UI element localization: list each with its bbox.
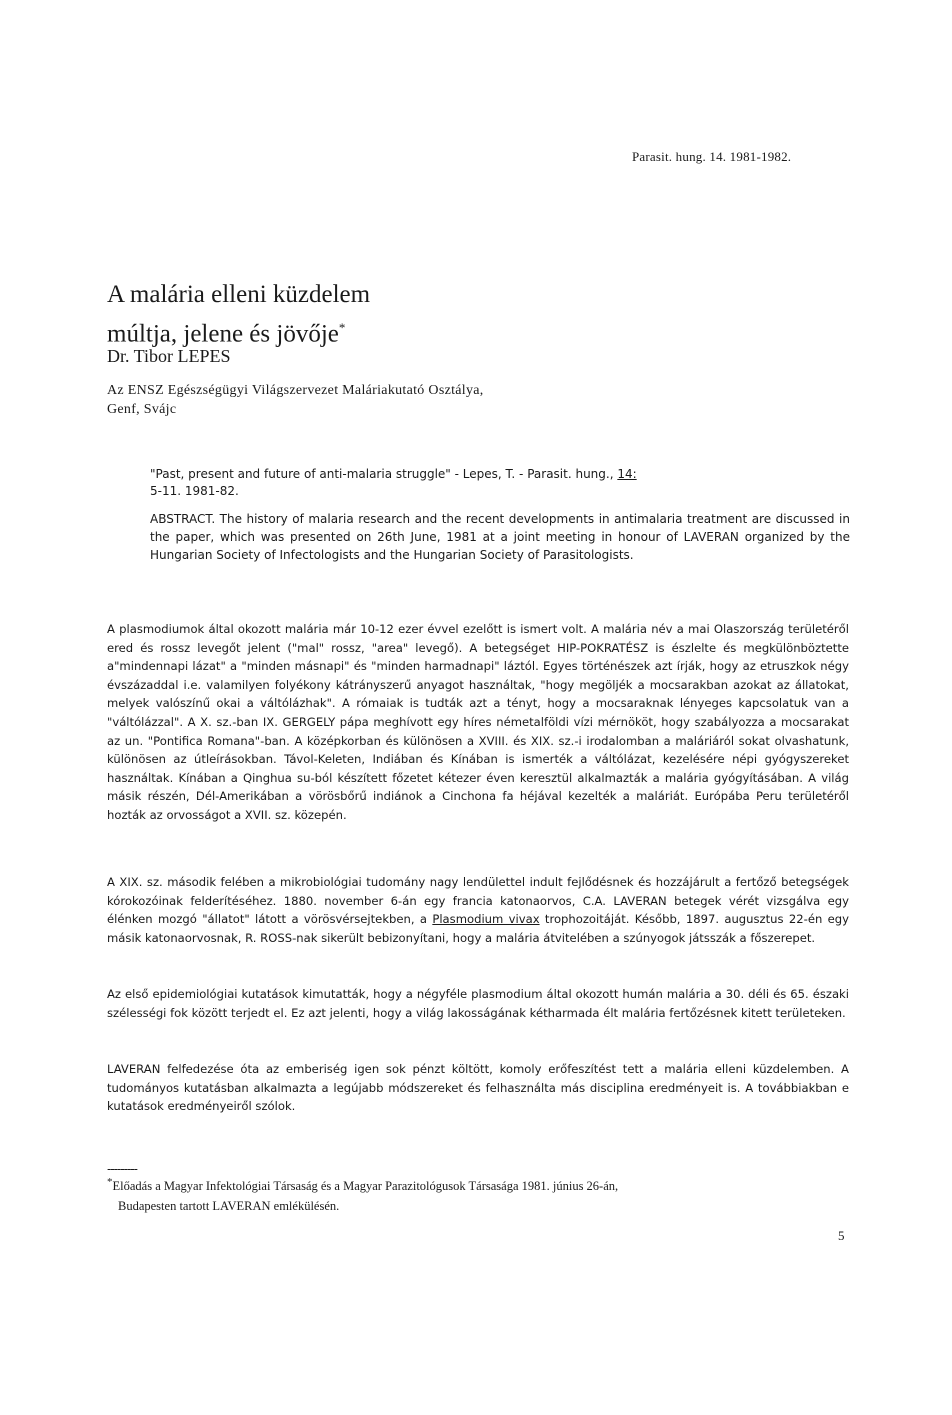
citation-pages: 5-11. 1981-82. (150, 484, 239, 498)
abstract-label: ABSTRACT. (150, 512, 216, 526)
abstract (150, 510, 850, 564)
affiliation (107, 381, 707, 419)
body-paragraph-2 (107, 873, 849, 947)
footnote-line-2: Budapesten tartott LAVERAN emlékülésén. (118, 1199, 340, 1214)
running-head: Parasit. hung. 14. 1981-1982. (632, 149, 792, 164)
affiliation-line-1: Az ENSZ Egészségügyi Világszervezet Maláriakutató Osztálya, (107, 383, 484, 398)
body-paragraph-4: LAVERAN felfedezése óta az emberiség igen sok pénzt költött, komoly erőfeszítést tett a malária elleni küzdelemben. A tudományos kutatásban alkalmazta a legújabb módszereket és felhasználta más disciplina eredményeit is. A továbbiakban e kutatások eredményeiről szólok. (107, 1062, 849, 1114)
body-paragraph-3: Az első epidemiológiai kutatások kimutatták, hogy a négyféle plasmodium által okozott humán malária a 30. déli és 65. északi szélességi fok között terjedt el. Ez azt jelenti, hogy a világ lakosságának kétharmada élt malária fertőzésnek kitett területeken. (107, 987, 849, 1020)
p2-text-after: trophozoitáját. Később, 1897. augusztus 22-én egy másik katonaorvosnak, R. ROSS-nak sikerült bebizonyítani, hogy a malária átvitelében a szúnyogok játsszák a főszerepet. (107, 912, 850, 945)
affiliation-line-2: Genf, Svájc (107, 402, 177, 417)
footnote-marker: * (107, 1176, 113, 1188)
footnote-line-1: Előadás a Magyar Infektológiai Társaság és a Magyar Parazitológusok Társasága 1981. június 26-án, (112, 1179, 619, 1194)
species-name: Plasmodium vivax (432, 912, 540, 927)
citation (150, 466, 850, 500)
abstract-text: The history of malaria research and the recent developments in antimalaria treatment are discussed in the paper, which was presented on 26th June, 1981 at a joint meeting in honour of LAVERAN organized by the Hungarian Society of Infectologists and the Hungarian Society of Parasitologists. (150, 512, 850, 562)
citation-volume: 14: (617, 467, 637, 481)
title-line-2 (107, 311, 707, 350)
citation-text: "Past, present and future of anti-malaria struggle" - Lepes, T. - Parasit. hung., (150, 467, 618, 481)
page-number: 5 (838, 1228, 845, 1243)
body-paragraph-1: A plasmodiumok által okozott malária már 10-12 ezer évvel ezelőtt is ismert volt. A malária név a mai Olaszország területéről ered és rossz levegőt jelent ("mal" rossz, "area" levegő). A betegséget HIP-POKRATÉSZ is észlelte és megkülönböztette a"mindennapi lázat" a "minden másnapi" és "minden harmadnapi" láztól. Egyes történészek azt írják, hogy az etruszkok négy évszázaddal i.e. valamilyen folyékony kátrányszerű anyagot használtak, "hogy megöljék a mocsarakban azokat az állatokat, melyek valószínű okai a váltólázhak". A rómaiak is tudták azt a tényt, hogy a mocsaraknak lényeges kapcsolatuk van a "váltólázzal". A X. sz.-ban IX. GERGELY pápa meghívott egy híres németalföldi vízi mérnököt, hogy szabályozza a mocsarakat az un. "Pontifica Romana"-ban. A középkorban és különösen a XVIII. és XIX. sz.-i irodalomban a maláriáról sokat olvashatunk, különösen az útleírásokban. Távol-Keleten, Indiában és Kínában is ismerték a váltólázat, kezelésére népi gyógyszereket használtak. Kínában a Qinghua su-ból készített főzetet kétezer éven keresztül alkalmazták a malária gyógyításában. A világ másik részén, Dél-Amerikában a vörösbőrű indiánok a Cinchona fa héjával kezelték a maláriát. Európába Peru területéről hozták az orvosságot a XVII. sz. közepén. (107, 622, 849, 822)
title-footnote-marker: * (338, 320, 346, 335)
footnote-rule: --------- (107, 1162, 137, 1176)
article-title (107, 278, 707, 350)
p2-text-before: A XIX. sz. második felében a mikrobiológiai tudomány nagy lendülettel indult fejlődésnek és hozzájárult a fertőző betegségek kórokozóinak felderítéséhez. 1880. november 6-án egy francia katonaorvos, C.A. LAVERAN betegek vérét vizsgálva egy élénken mozgó "állatot" látott a vörösvérsejtekben, a (107, 875, 849, 927)
title-line-1: A malária elleni küzdelem (107, 281, 371, 308)
author-name: Dr. Tibor LEPES (107, 346, 231, 366)
title-line-2-text: múltja, jelene és jövője (107, 320, 339, 348)
footnote (107, 1172, 849, 1216)
